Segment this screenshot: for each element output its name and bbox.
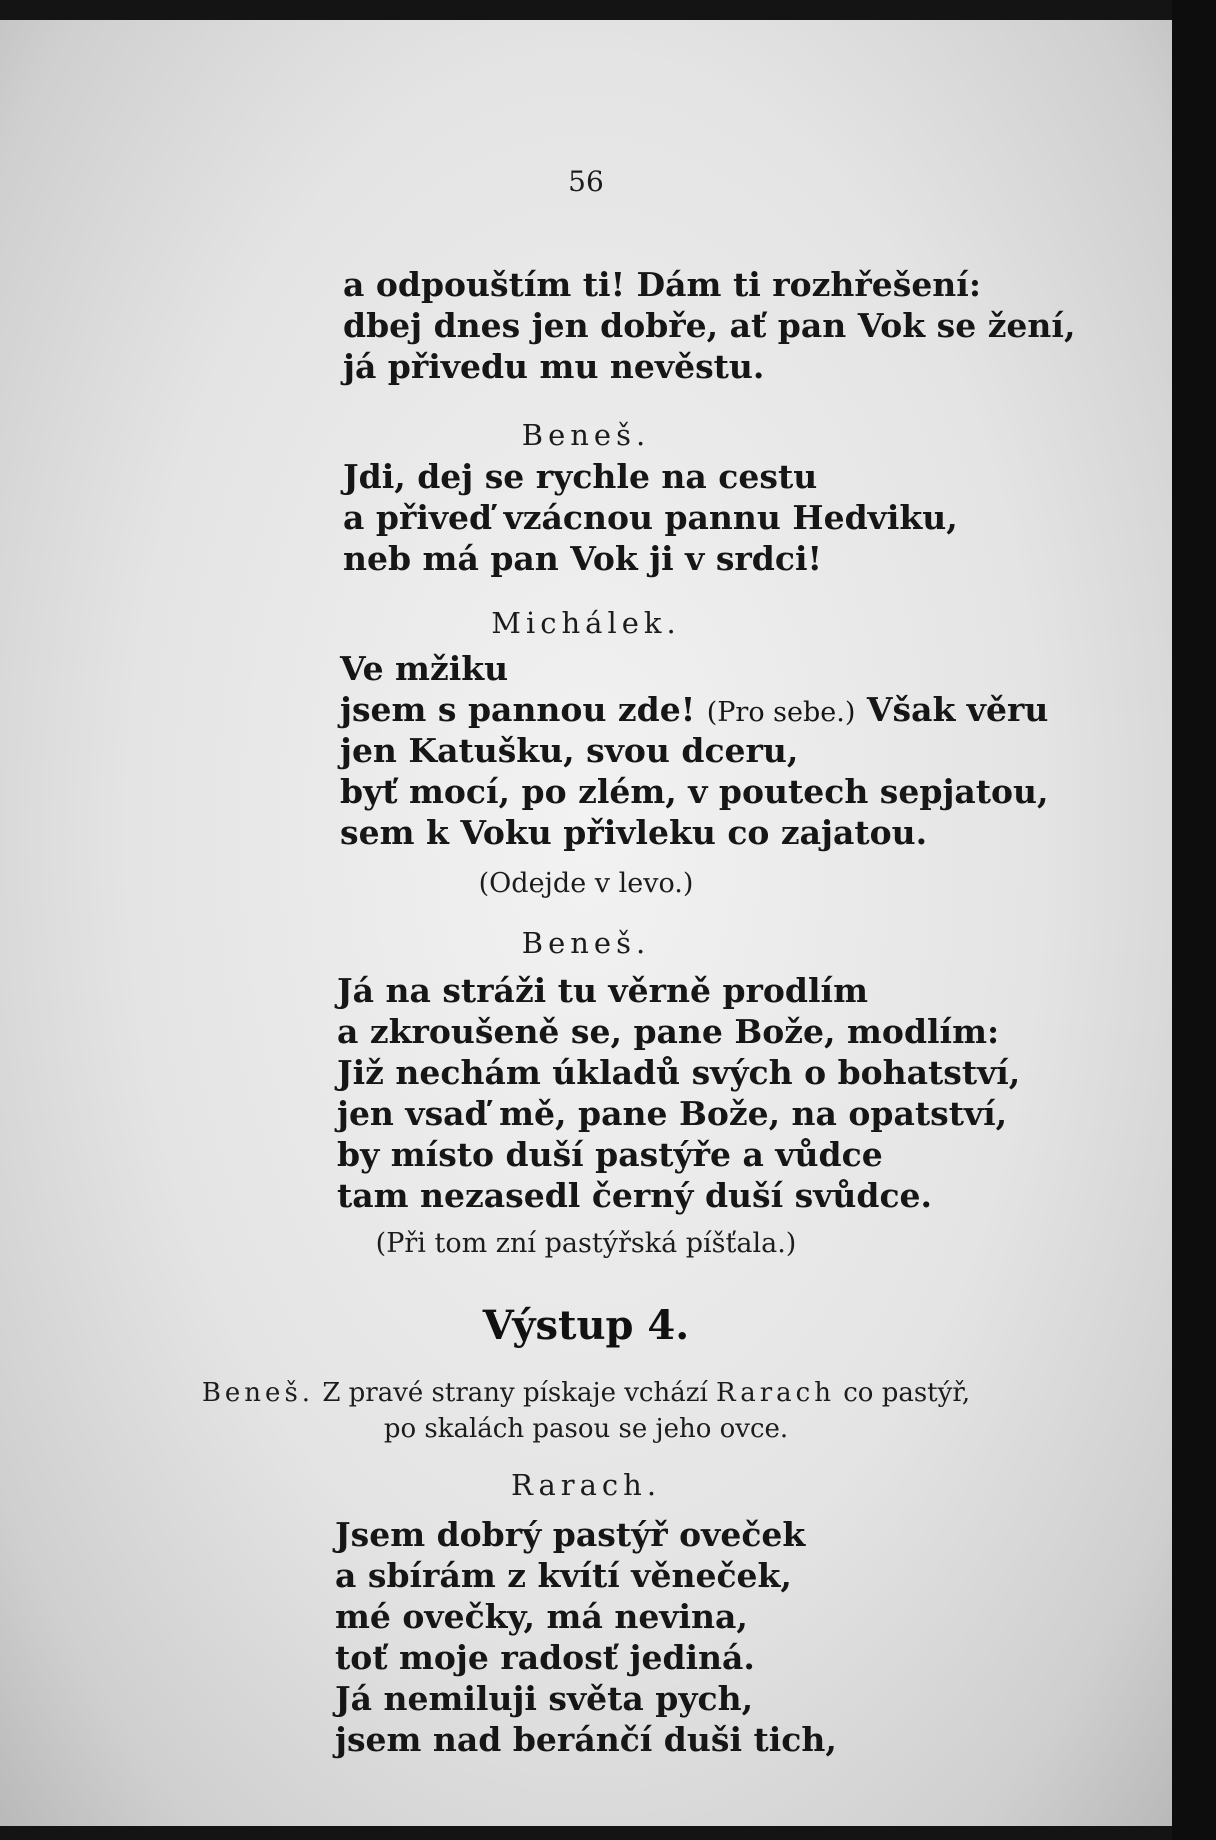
- stage-direction: (Odejde v levo.): [478, 868, 694, 899]
- verse-text: Však věru: [866, 690, 1049, 729]
- speaker-name: Beneš.: [521, 926, 651, 960]
- verse-line: Ve mžiku: [340, 649, 509, 688]
- verse-line: jen Katušku, svou dceru,: [340, 731, 799, 770]
- speaker-name: Rarach.: [510, 1468, 662, 1502]
- verse-text: jsem s pannou zde!: [340, 690, 696, 729]
- verse-block-3: [340, 648, 1049, 853]
- verse-line: Já na stráži tu věrně prodlím: [337, 971, 868, 1010]
- scene-text: Z pravé strany pískaje vchází: [322, 1378, 708, 1408]
- verse-line: a přiveď vzácnou pannu Hedviku,: [343, 498, 958, 537]
- scene-description: [0, 1375, 1172, 1447]
- scene-text: co pastýř,: [843, 1378, 971, 1408]
- verse-line: toť moje radosť jediná.: [335, 1638, 755, 1677]
- verse-line: by místo duší pastýře a vůdce: [337, 1135, 883, 1174]
- verse-line: jsem nad beránčí duši tich,: [335, 1720, 837, 1759]
- verse-line: dbej dnes jen dobře, ať pan Vok se žení,: [343, 306, 1076, 345]
- speaker-name: Beneš.: [521, 418, 651, 452]
- verse-line: Jsem dobrý pastýř oveček: [335, 1515, 806, 1554]
- stage-aside: (Pro sebe.): [706, 697, 856, 728]
- scene-title: Výstup 4.: [482, 1302, 690, 1349]
- scene-speaker: Beneš.: [201, 1378, 315, 1408]
- verse-line-with-aside: [340, 689, 1049, 730]
- verse-line: neb má pan Vok ji v srdci!: [343, 539, 822, 578]
- speaker-name: Michálek.: [491, 606, 681, 640]
- scene-character: Rarach: [716, 1378, 835, 1408]
- scene-description-line: [0, 1375, 1172, 1411]
- verse-line: a odpouštím ti! Dám ti rozhřešení:: [343, 265, 982, 304]
- stage-direction: (Při tom zní pastýřská píšťala.): [375, 1228, 797, 1259]
- scene-description-line: po skalách pasou se jeho ovce.: [383, 1414, 789, 1444]
- verse-line: tam nezasedl černý duší svůdce.: [337, 1176, 933, 1215]
- verse-block-1: [343, 264, 1075, 387]
- verse-line: sem k Voku přivleku co zajatou.: [340, 813, 928, 852]
- verse-block-5: [335, 1514, 837, 1760]
- verse-line: Jdi, dej se rychle na cestu: [343, 457, 818, 496]
- verse-line: jen vsaď mě, pane Bože, na opatství,: [337, 1094, 1008, 1133]
- page-number: 56: [568, 165, 604, 198]
- verse-block-2: [343, 456, 958, 579]
- verse-line: já přivedu mu nevěstu.: [343, 347, 765, 386]
- verse-line: byť mocí, po zlém, v poutech sepjatou,: [340, 772, 1049, 811]
- scan-edge: [1172, 0, 1216, 1840]
- verse-line: Již nechám úkladů svých o bohatství,: [337, 1053, 1021, 1092]
- verse-line: a zkroušeně se, pane Bože, modlím:: [337, 1012, 1000, 1051]
- verse-block-4: [337, 970, 1020, 1216]
- verse-line: a sbírám z kvítí věneček,: [335, 1556, 792, 1595]
- verse-line: mé ovečky, má nevina,: [335, 1597, 748, 1636]
- book-page: [0, 20, 1172, 1826]
- verse-line: Já nemiluji světa pych,: [335, 1679, 754, 1718]
